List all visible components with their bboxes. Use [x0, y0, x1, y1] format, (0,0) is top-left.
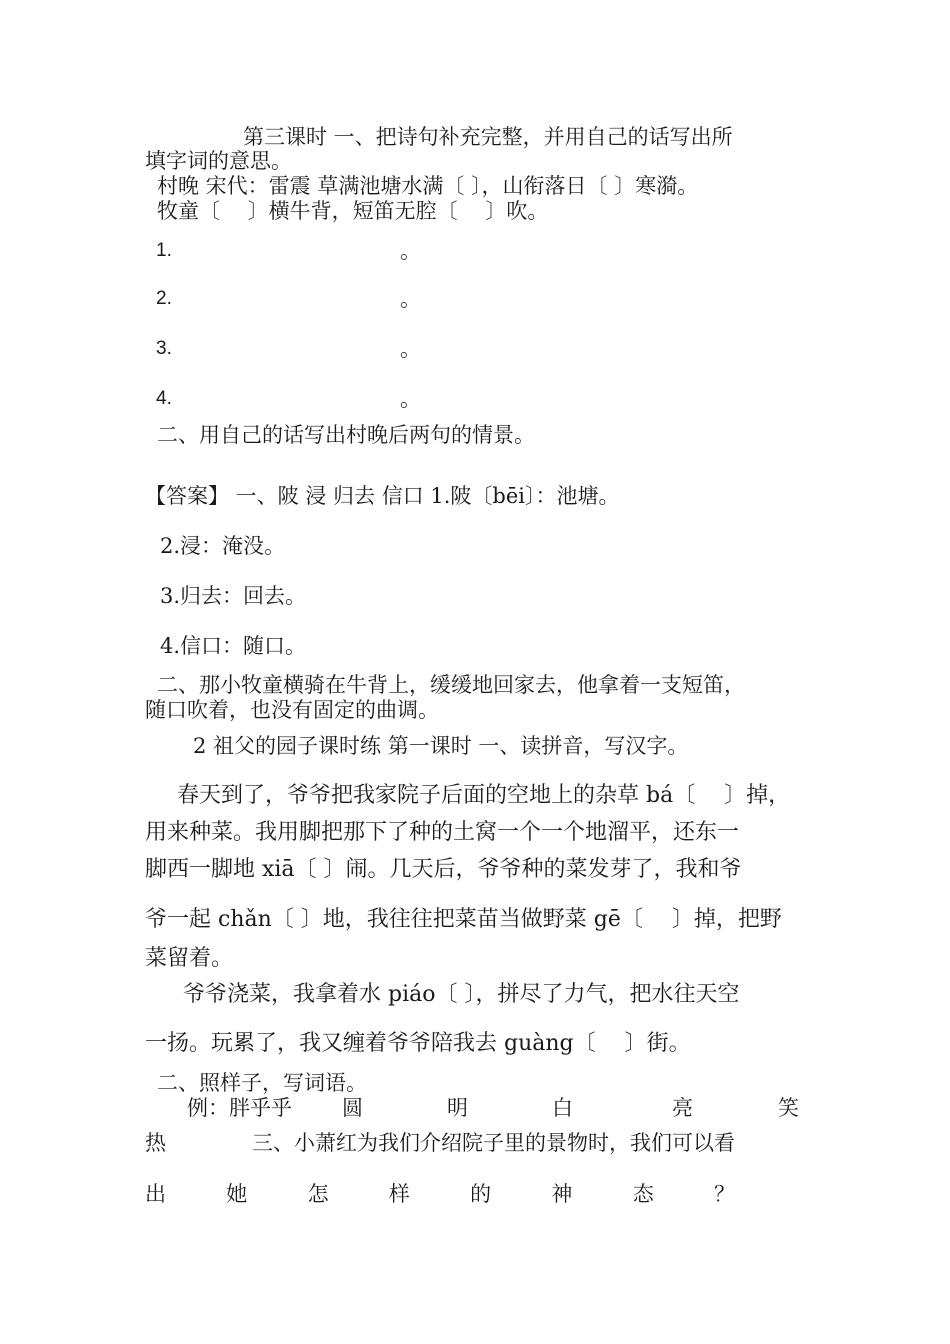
- word-xiao: 笑: [778, 1096, 799, 1120]
- q3-char: 她: [226, 1182, 248, 1206]
- paragraph-line: 用来种菜。我用脚把那下了种的土窝一个一个地溜平，还东一: [145, 820, 740, 845]
- example-label: 例：胖乎乎: [187, 1096, 292, 1120]
- paragraph-line: 一扬。玩累了，我又缠着爷爷陪我去 guàng〔 〕街。: [145, 1031, 691, 1056]
- q3-char: ？: [713, 1182, 735, 1206]
- answer-line6: 随口吹着，也没有固定的曲调。: [145, 698, 439, 722]
- q3-char: 怎: [307, 1182, 329, 1206]
- word-bai: 白: [552, 1096, 573, 1120]
- word-yuan: 圆: [342, 1096, 363, 1120]
- answer-line2: 2.浸：淹没。: [160, 534, 286, 558]
- answer-line1: 【答案】 一、陂 浸 归去 信口 1.陂〔bēi〕：池塘。: [145, 484, 620, 508]
- poem-line1: 村晚 宋代：雷震 草满池塘水满〔 〕，山衔落日〔 〕寒漪。: [157, 174, 699, 198]
- section1-title-line2: 填字词的意思。: [145, 149, 292, 173]
- q3-char: 态: [632, 1182, 654, 1206]
- paragraph-line: 菜留着。: [145, 946, 234, 971]
- paragraph-line: 爷爷浇菜，我拿着水 piáo〔 〕，拼尽了力气，把水往天空: [183, 982, 740, 1007]
- answer-line5: 二、那小牧童横骑在牛背上，缓缓地回家去，他拿着一支短笛，: [157, 673, 745, 697]
- word-liang: 亮: [672, 1096, 693, 1120]
- blank-end: 。: [400, 239, 421, 263]
- section2-title: 2 祖父的园子课时练 第一课时 一、读拼音，写汉字。: [193, 734, 689, 758]
- blank-number: 3.: [156, 338, 172, 359]
- paragraph-line: 爷一起 chǎn〔 〕地，我往往把菜苗当做野菜 gē〔 〕掉，把野: [145, 907, 782, 932]
- q3-char: 的: [470, 1182, 492, 1206]
- paragraph-line: 春天到了，爷爷把我家院子后面的空地上的杂草 bá〔 〕掉，: [177, 783, 791, 808]
- paragraph-line: 脚西一脚地 xiā〔 〕闹。几天后，爷爷种的菜发芽了，我和爷: [145, 857, 742, 882]
- blank-end: 。: [400, 387, 421, 411]
- question-2: 二、用自己的话写出村晚后两句的情景。: [157, 423, 535, 447]
- blank-end: 。: [400, 337, 421, 361]
- question-3-continued: [145, 1184, 735, 1205]
- q3-char: 出: [145, 1182, 166, 1206]
- q3-char: 样: [388, 1182, 410, 1206]
- blank-number: 2.: [156, 288, 172, 309]
- answer-line3: 3.归去：回去。: [160, 584, 307, 608]
- question-3: 三、小萧红为我们介绍院子里的景物时，我们可以看: [252, 1131, 735, 1155]
- q3-char: 神: [551, 1182, 573, 1206]
- blank-end: 。: [400, 287, 421, 311]
- word-ming: 明: [447, 1096, 468, 1120]
- word-re: 热: [145, 1131, 166, 1155]
- section1-title-line1: 第三课时 一、把诗句补充完整，并用自己的话写出所: [243, 125, 733, 149]
- poem-line2: 牧童〔 〕横牛背，短笛无腔〔 〕吹。: [157, 199, 549, 223]
- answer-line4: 4.信口：随口。: [160, 634, 307, 658]
- question-2-words: 二、照样子，写词语。: [157, 1071, 367, 1095]
- blank-number: 1.: [156, 240, 172, 261]
- blank-number: 4.: [156, 388, 172, 409]
